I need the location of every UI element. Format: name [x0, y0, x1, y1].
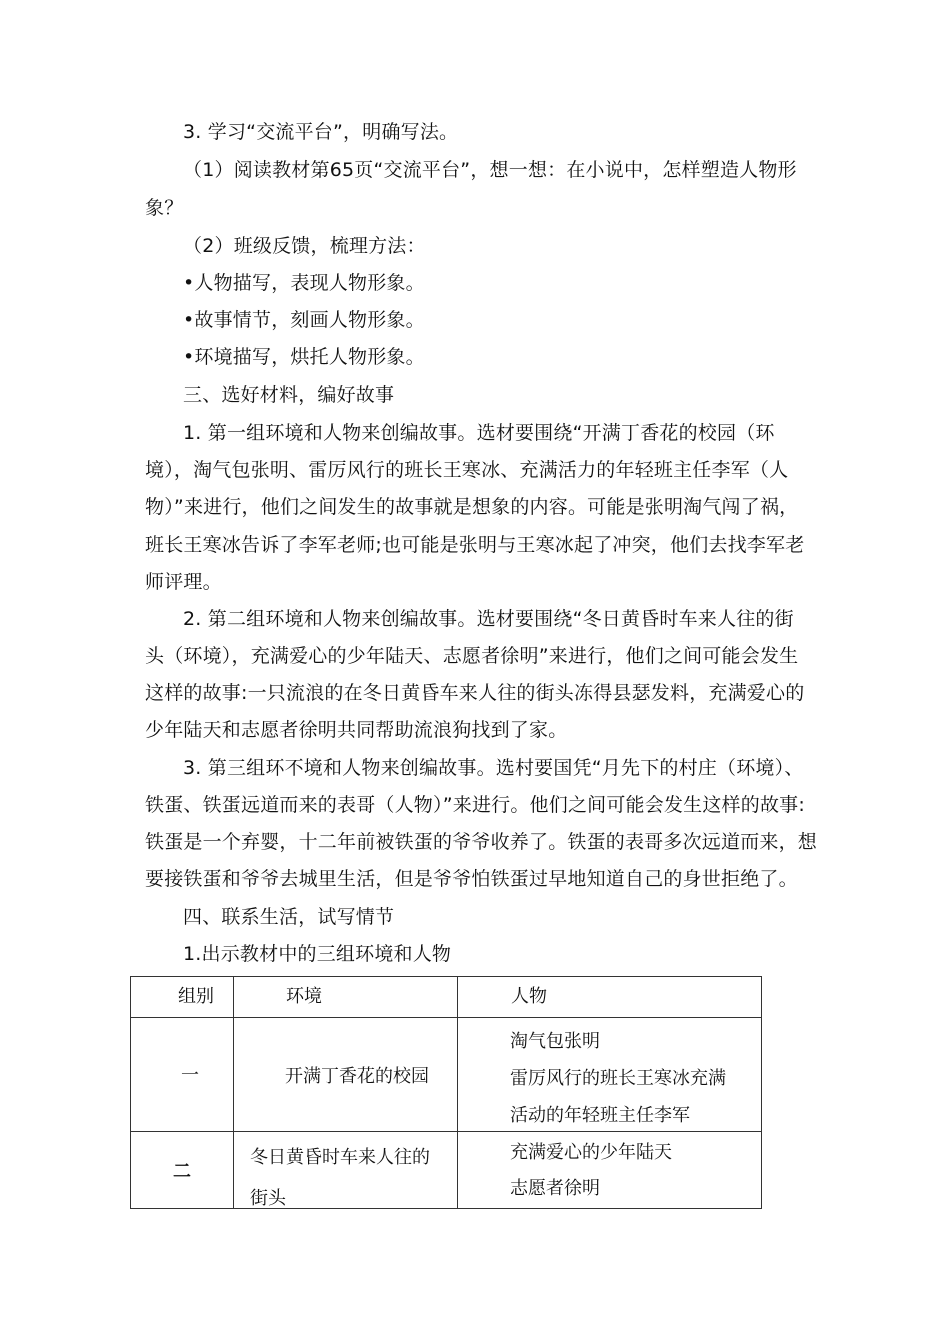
table-cell — [234, 1132, 458, 1209]
table-row — [131, 1018, 762, 1132]
paragraph-line: 象？ — [145, 197, 184, 219]
paragraph-line: 铁蛋是一个弃婴，十二年前被铁蛋的爷爷收养了。铁蛋的表哥多次远道而来，想 — [145, 831, 818, 853]
paragraph-line: 1.出示教材中的三组环境和人物 — [183, 943, 452, 965]
character-line: 志愿者徐明 — [510, 1178, 600, 1199]
table-header-cell — [131, 977, 234, 1018]
group-label: 一 — [181, 1065, 199, 1086]
environment-text: 冬日黄昏时车来人往的 — [250, 1147, 430, 1168]
environment-text: 开满丁香花的校园 — [285, 1066, 429, 1087]
paragraph-line: 3. 第三组环不境和人物来创编故事。选村要国凭“月先下的村庄（环境）、 — [183, 757, 804, 779]
header-characters: 人物 — [511, 986, 547, 1007]
paragraph-line: 物）”来进行，他们之间发生的故事就是想象的内容。可能是张明淘气闯了祸， — [145, 496, 799, 518]
character-line: 淘气包张明 — [510, 1031, 600, 1052]
header-group: 组别 — [178, 986, 214, 1007]
step-3-heading: 3. 学习“交流平台”，明确写法。 — [183, 121, 459, 143]
paragraph-line: 班长王寒冰告诉了李军老师;也可能是张明与王寒冰起了冲突，他们去找李军老 — [145, 534, 805, 556]
character-line: 活动的年轻班主任李军 — [510, 1105, 690, 1126]
character-line: 充满爱心的少年陆天 — [510, 1142, 672, 1163]
environment-text: 街头 — [250, 1188, 286, 1209]
paragraph-line: 头（环境），充满爱心的少年陆天、志愿者徐明”来进行，他们之间可能会发生 — [145, 645, 799, 667]
section-heading: 三、选好材料，编好故事 — [183, 384, 395, 406]
environment-character-table — [130, 976, 762, 1209]
character-line: 雷厉风行的班长王寒冰充满 — [510, 1068, 726, 1089]
paragraph-line: 2. 第二组环境和人物来创编故事。选材要围绕“冬日黄昏时车来人往的街 — [183, 608, 794, 630]
group-label: 二 — [173, 1161, 191, 1182]
paragraph-line: 少年陆天和志愿者徐明共同帮助流浪狗找到了家。 — [145, 719, 568, 741]
bullet-item: •故事情节，刻画人物形象。 — [183, 309, 425, 331]
table-cell — [458, 1132, 762, 1209]
paragraph-line: 1. 第一组环境和人物来创编故事。选材要围绕“开满丁香花的校园（环 — [183, 422, 775, 444]
header-environment: 环境 — [286, 986, 322, 1007]
table-cell — [131, 1018, 234, 1132]
bullet-item: •环境描写，烘托人物形象。 — [183, 346, 425, 368]
table-cell — [234, 1018, 458, 1132]
paragraph-line: （1）阅读教材第65页“交流平台”，想一想：在小说中，怎样塑造人物形 — [183, 159, 797, 181]
table-header-cell — [234, 977, 458, 1018]
section-heading: 四、联系生活，试写情节 — [183, 906, 395, 928]
table-header-cell — [458, 977, 762, 1018]
table-header-row — [131, 977, 762, 1018]
table-row — [131, 1132, 762, 1209]
paragraph-line: 要接铁蛋和爷爷去城里生活，但是爷爷怕铁蛋过早地知道自己的身世拒绝了。 — [145, 868, 798, 890]
paragraph-line: 境），淘气包张明、雷厉风行的班长王寒冰、充满活力的年轻班主任李军（人 — [145, 459, 789, 481]
bullet-item: •人物描写，表现人物形象。 — [183, 272, 425, 294]
table-cell — [131, 1132, 234, 1209]
paragraph-line: 这样的故事:一只流浪的在冬日黄昏车来人往的街头冻得县瑟发料，充满爱心的 — [145, 682, 805, 704]
paragraph-line: 师评理。 — [145, 571, 222, 593]
paragraph-line: （2）班级反馈，梳理方法： — [183, 235, 426, 257]
table-cell — [458, 1018, 762, 1132]
paragraph-line: 铁蛋、铁蛋远道而来的表哥（人物）”来进行。他们之间可能会发生这样的故事: — [145, 794, 805, 816]
